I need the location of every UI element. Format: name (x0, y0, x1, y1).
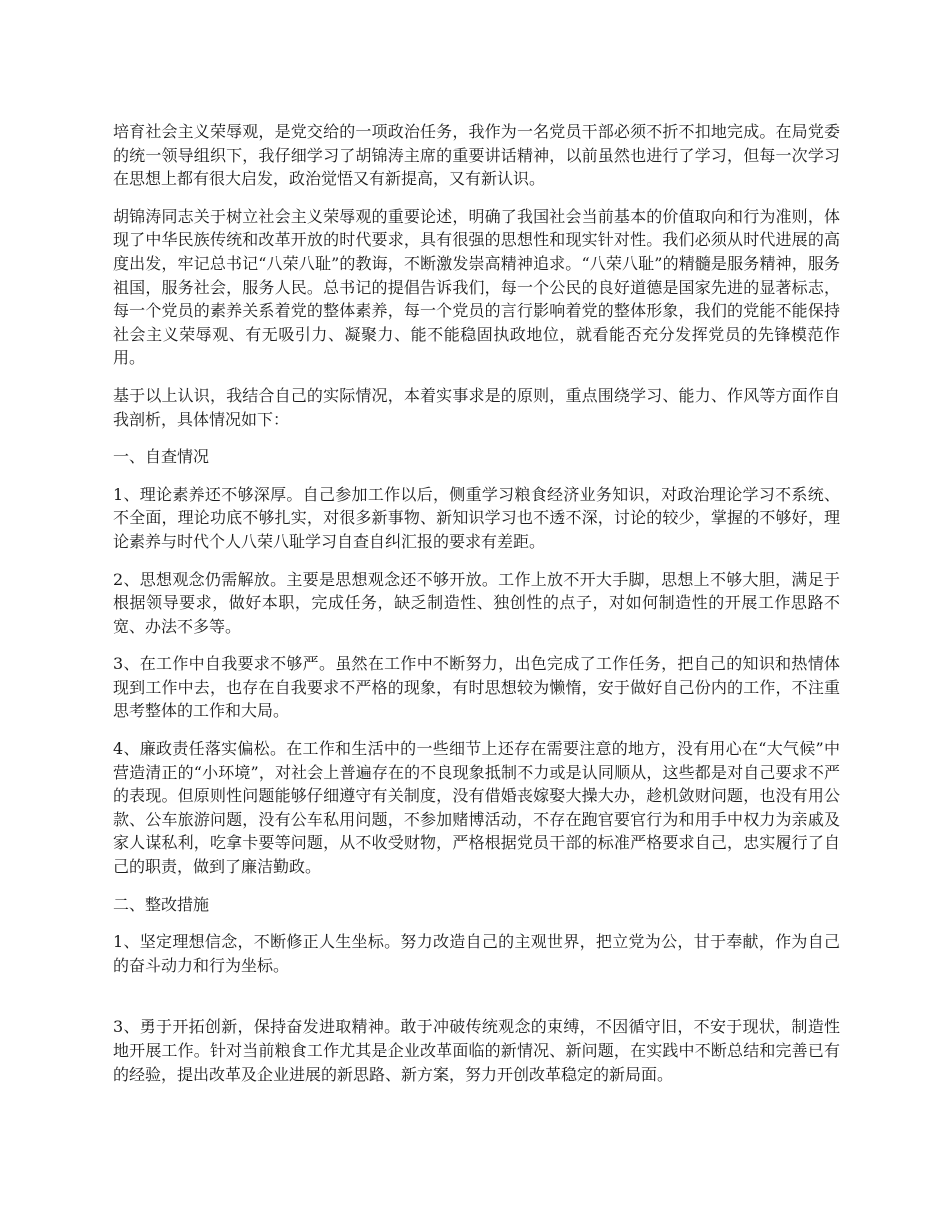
paragraph-important-discourse: 胡锦涛同志关于树立社会主义荣辱观的重要论述，明确了我国社会当前基本的价值取向和行为准则，体现了中华民族传统和改革开放的时代要求，具有很强的思想性和现实针对性。我们必须从时代进展的高度出发，牢记总书记“八荣八耻”的教诲，不断激发崇高精神追求。“八荣八耻”的精髓是服务精神，服务祖国，服务社会，服务人民。总书记的提倡告诉我们，每一个公民的良好道德是国家先进的显著标志，每一个党员的素养关系着党的整体素养，每一个党员的言行影响着党的整体形象，我们的党能不能保持社会主义荣辱观、有无吸引力、凝聚力、能不能稳固执政地位，就看能否充分发挥党员的先锋模范作用。 (113, 206, 840, 368)
paragraph-item-3: 3、在工作中自我要求不够严。虽然在工作中不断努力，出色完成了工作任务，把自己的知识和热情体现到工作中去，也存在自我要求不严格的现象，有时思想较为懒惰，安于做好自己份内的工作，不注重思考整体的工作和大局。 (113, 654, 840, 721)
paragraph-measure-3: 3、勇于开拓创新，保持奋发进取精神。敢于冲破传统观念的束缚，不因循守旧，不安于现状，制造性地开展工作。针对当前粮食工作尤其是企业改革面临的新情况、新问题，在实践中不断总结和完善已有的经验，提出改革及企业进展的新思路、新方案，努力开创改革稳定的新局面。 (113, 1017, 840, 1084)
paragraph-item-2: 2、思想观念仍需解放。主要是思想观念还不够开放。工作上放不开大手脚，思想上不够大胆，满足于根据领导要求，做好本职，完成任务，缺乏制造性、独创性的点子，对如何制造性的开展工作思路不宽、办法不多等。 (113, 569, 840, 636)
paragraph-measure-1: 1、坚定理想信念，不断修正人生坐标。努力改造自己的主观世界，把立党为公，甘于奉献，作为自己的奋斗动力和行为坐标。 (113, 932, 840, 975)
paragraph-intro: 培育社会主义荣辱观，是党交给的一项政治任务，我作为一名党员干部必须不折不扣地完成。在局党委的统一领导组织下，我仔细学习了胡锦涛主席的重要讲话精神，以前虽然也进行了学习，但每一次学习在思想上都有很大启发，政治觉悟又有新提高，又有新认识。 (113, 122, 840, 189)
paragraph-item-1: 1、理论素养还不够深厚。自己参加工作以后，侧重学习粮食经济业务知识，对政治理论学习不系统、不全面，理论功底不够扎实，对很多新事物、新知识学习也不透不深，讨论的较少，掌握的不够好，理论素养与时代个人八荣八耻学习自查自纠汇报的要求有差距。 (113, 484, 840, 551)
section-heading-self-check: 一、自查情况 (113, 447, 210, 467)
paragraph-item-4: 4、廉政责任落实偏松。在工作和生活中的一些细节上还存在需要注意的地方，没有用心在“大气候”中营造清正的“小环境”，对社会上普遍存在的不良现象抵制不力或是认同顺从，这些都是对自己要求不严的表现。但原则性问题能够仔细遵守有关制度，没有借婚丧嫁娶大操大办，趁机敛财问题，也没有用公款、公车旅游问题，没有公车私用问题，不参加赌博活动，不存在跑官要官行为和用手中权力为亲戚及家人谋私利，吃拿卡要等问题，从不收受财物，严格根据党员干部的标准严格要求自己，忠实履行了自己的职责，做到了廉洁勤政。 (113, 739, 840, 877)
document-body (113, 120, 840, 1100)
paragraph-self-analysis: 基于以上认识，我结合自己的实际情况，本着实事求是的原则，重点围绕学习、能力、作风等方面作自我剖析，具体情况如下： (113, 385, 840, 429)
section-heading-rectification: 二、整改措施 (113, 894, 210, 914)
